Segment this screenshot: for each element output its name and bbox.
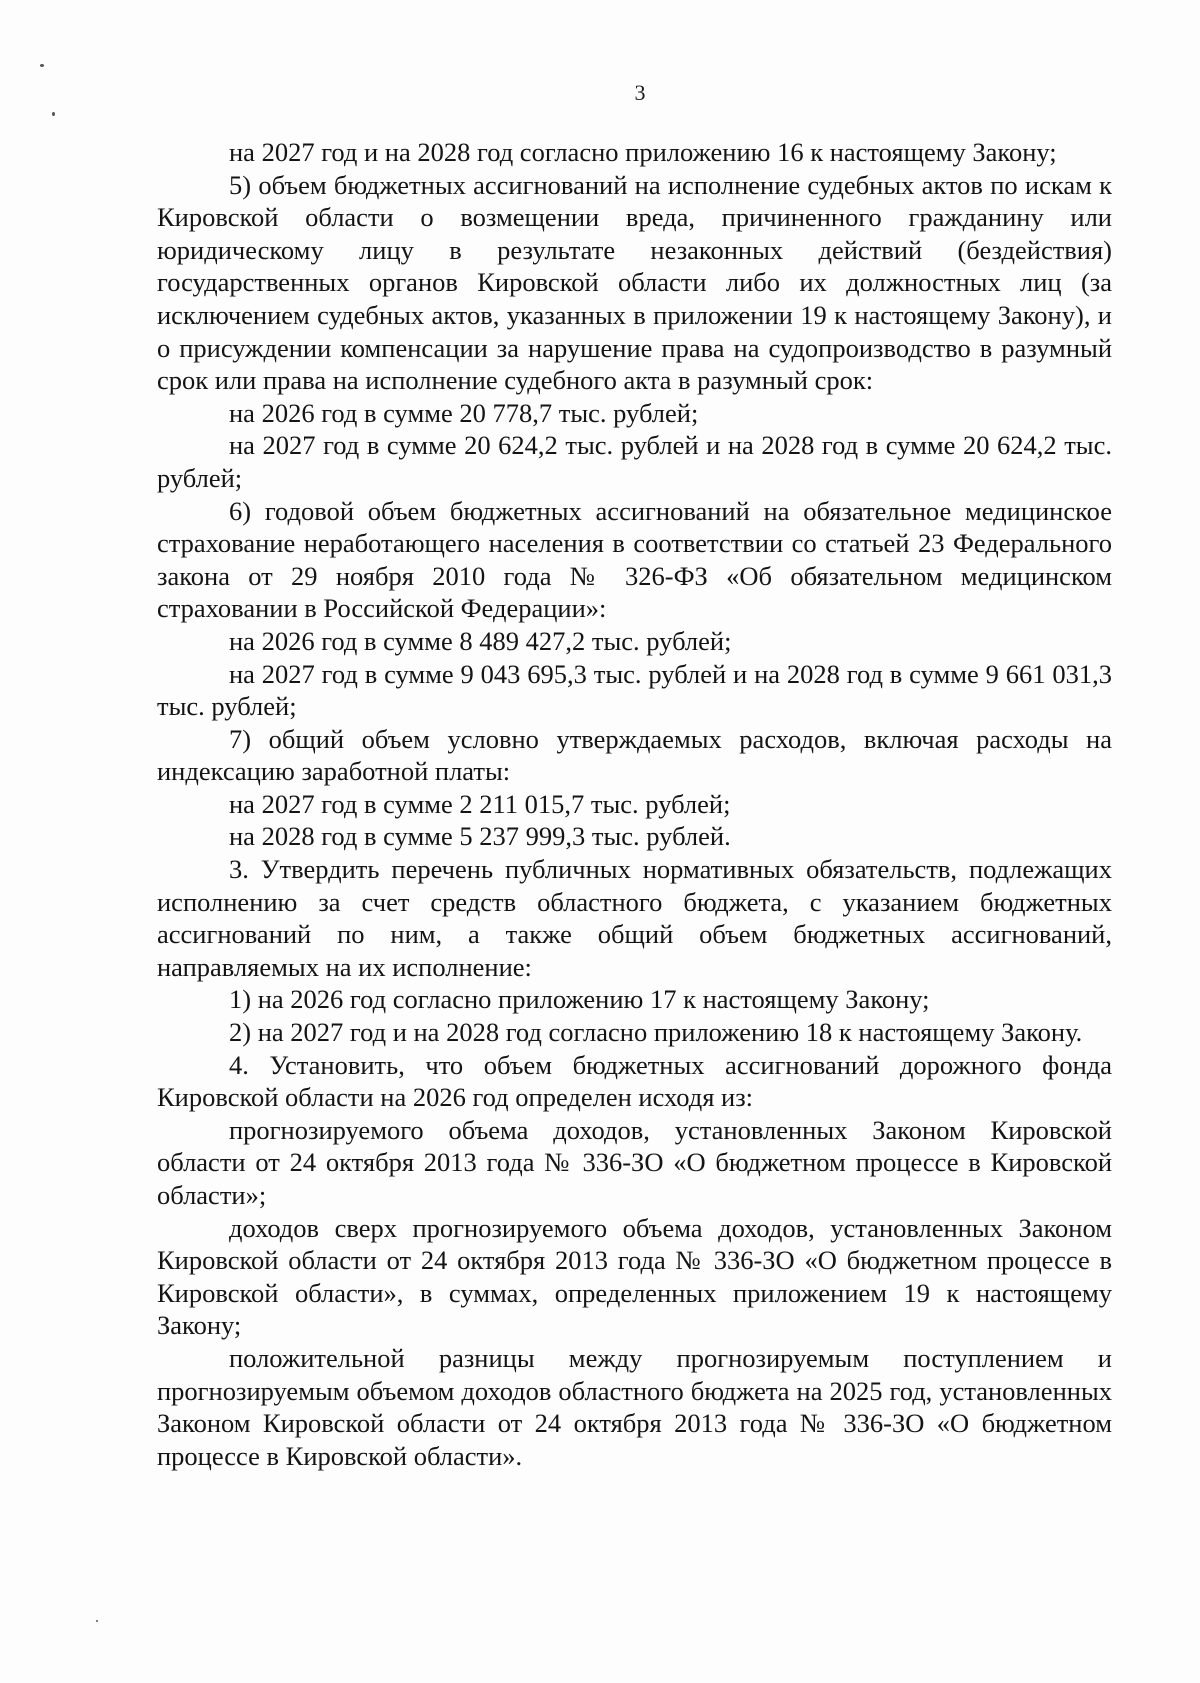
page-number: 3	[634, 80, 646, 105]
scan-speck	[40, 64, 44, 67]
scan-speck	[52, 112, 55, 116]
paragraph: 2) на 2027 год и на 2028 год согласно приложению 18 к настоящему Закону.	[229, 1017, 1083, 1048]
paragraph: 3. Утвердить перечень публичных нормативных обязательств, подлежащих исполнению за счет средств областного бюджета, с указанием бюджетных ассигнований по ним, а также общий объем бюджетных ассигнований, направляемых на их исполнение:	[157, 854, 1112, 982]
paragraph: прогнозируемого объема доходов, установленных Законом Кировской области от 24 октября 2013 года № 336-ЗО «О бюджетном процессе в Кировской области»;	[157, 1114, 1112, 1210]
paragraph: 1) на 2026 год согласно приложению 17 к настоящему Закону;	[229, 984, 930, 1015]
document-body	[157, 136, 1112, 1472]
scan-speck	[96, 1620, 98, 1622]
paragraph: на 2026 год в сумме 8 489 427,2 тыс. рублей;	[229, 625, 732, 656]
paragraph: на 2027 год в сумме 9 043 695,3 тыс. рублей и на 2028 год в сумме 9 661 031,3 тыс. рублей;	[157, 658, 1112, 722]
paragraph: 6) годовой объем бюджетных ассигнований на обязательное медицинское страхование неработающего населения в соответствии со статьей 23 Федерального закона от 29 ноября 2010 года № 326-ФЗ «Об обязательном медицинском страховании в Российской Федерации»:	[157, 495, 1112, 624]
paragraph: 7) общий объем условно утверждаемых расходов, включая расходы на индексацию заработной платы:	[157, 723, 1112, 787]
paragraph: на 2027 год в сумме 2 211 015,7 тыс. рублей;	[229, 788, 731, 819]
paragraph: на 2028 год в сумме 5 237 999,3 тыс. рублей.	[229, 821, 731, 852]
paragraph: на 2027 год в сумме 20 624,2 тыс. рублей и на 2028 год в сумме 20 624,2 тыс. рублей;	[157, 430, 1112, 493]
paragraph: 4. Установить, что объем бюджетных ассигнований дорожного фонда Кировской области на 2026 год определен исходя из:	[157, 1049, 1112, 1113]
paragraph: положительной разницы между прогнозируемым поступлением и прогнозируемым объемом доходов областного бюджета на 2025 год, установленных Законом Кировской области от 24 октября 2013 года № 336-ЗО «О бюджетном процессе в Кировской области».	[157, 1342, 1112, 1471]
paragraph: на 2027 год и на 2028 год согласно приложению 16 к настоящему Закону;	[229, 137, 1057, 167]
paragraph: 5) объем бюджетных ассигнований на исполнение судебных актов по искам к Кировской области о возмещении вреда, причиненного гражданину или юридическому лицу в результате незаконных действий (бездействия) государственных органов Кировской области либо их должностных лиц (за исключением судебных актов, указанных в приложении 19 к настоящему Закону), и о присуждении компенсации за нарушение права на судопроизводство в разумный срок или права на исполнение судебного акта в разумный срок:	[157, 169, 1112, 396]
paragraph: на 2026 год в сумме 20 778,7 тыс. рублей;	[229, 397, 699, 428]
paragraph: доходов сверх прогнозируемого объема доходов, установленных Законом Кировской области от 24 октября 2013 года № 336-ЗО «О бюджетном процессе в Кировской области», в суммах, определенных приложением 19 к настоящему Закону;	[157, 1212, 1112, 1341]
